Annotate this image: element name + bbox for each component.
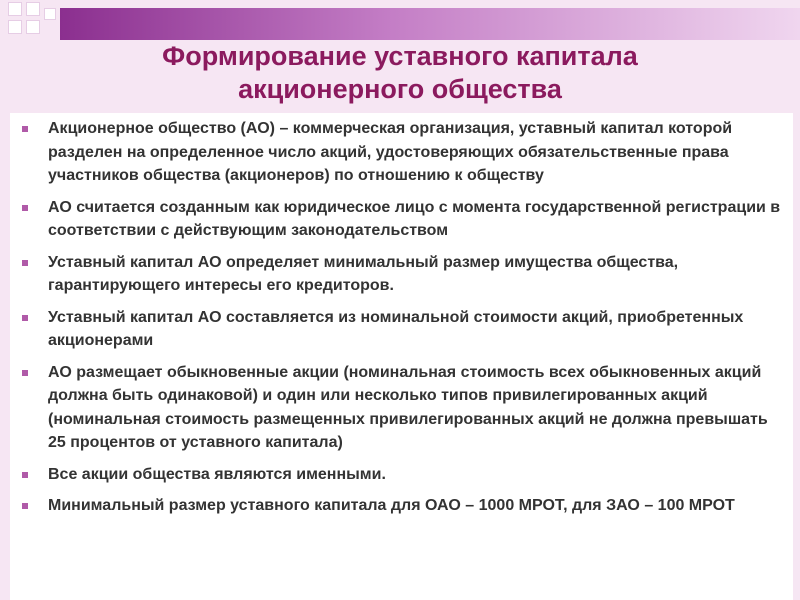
bullet-text: Все акции общества являются именными. bbox=[48, 465, 386, 483]
decor-square bbox=[44, 8, 56, 20]
bullet-list bbox=[20, 117, 783, 518]
bullet-text: АО считается созданным как юридическое лицо с момента государственной регистрации в соответствии с действующим законодательством bbox=[48, 198, 781, 239]
bullet-text: Акционерное общество (АО) – коммерческая организация, уставный капитал которой разделен на определенное число акций, удостоверяющих обязательственные права участников общества (акционеров) по отношению к обществу bbox=[48, 120, 733, 184]
bullet-item bbox=[20, 117, 783, 188]
bullet-marker-icon bbox=[22, 315, 28, 321]
bullet-text: Уставный капитал АО составляется из номинальной стоимости акций, приобретенных акционерами bbox=[48, 308, 744, 349]
decor-square bbox=[8, 2, 22, 16]
slide-title-line1: Формирование уставного капитала bbox=[162, 41, 638, 71]
bullet-item bbox=[20, 463, 783, 487]
decor-square bbox=[26, 2, 40, 16]
slide-title-line2: акционерного общества bbox=[238, 74, 562, 104]
decor-square bbox=[8, 20, 22, 34]
decor-square bbox=[26, 20, 40, 34]
slide-title bbox=[0, 40, 800, 106]
bullet-item bbox=[20, 306, 783, 353]
bullet-text: Уставный капитал АО определяет минимальный размер имущества общества, гарантирующего интересы его кредиторов. bbox=[48, 253, 679, 294]
bullet-item bbox=[20, 361, 783, 455]
content-panel bbox=[10, 113, 793, 600]
bullet-marker-icon bbox=[22, 260, 28, 266]
bullet-item bbox=[20, 251, 783, 298]
bullet-marker-icon bbox=[22, 370, 28, 376]
bullet-marker-icon bbox=[22, 472, 28, 478]
bullet-item bbox=[20, 494, 783, 518]
bullet-text: Минимальный размер уставного капитала для ОАО – 1000 МРОТ, для ЗАО – 100 МРОТ bbox=[48, 497, 735, 514]
bullet-marker-icon bbox=[22, 205, 28, 211]
bullet-marker-icon bbox=[22, 503, 28, 509]
bullet-text: АО размещает обыкновенные акции (номинальная стоимость всех обыкновенных акций должна быть одинаковой) и один или несколько типов привилегированных акций (номинальная стоимость размещенных привилегированных акций не должна превышать 25 процентов от уставного капитала) bbox=[48, 363, 768, 451]
header-gradient-bar bbox=[60, 8, 800, 40]
bullet-marker-icon bbox=[22, 126, 28, 132]
bullet-item bbox=[20, 196, 783, 243]
